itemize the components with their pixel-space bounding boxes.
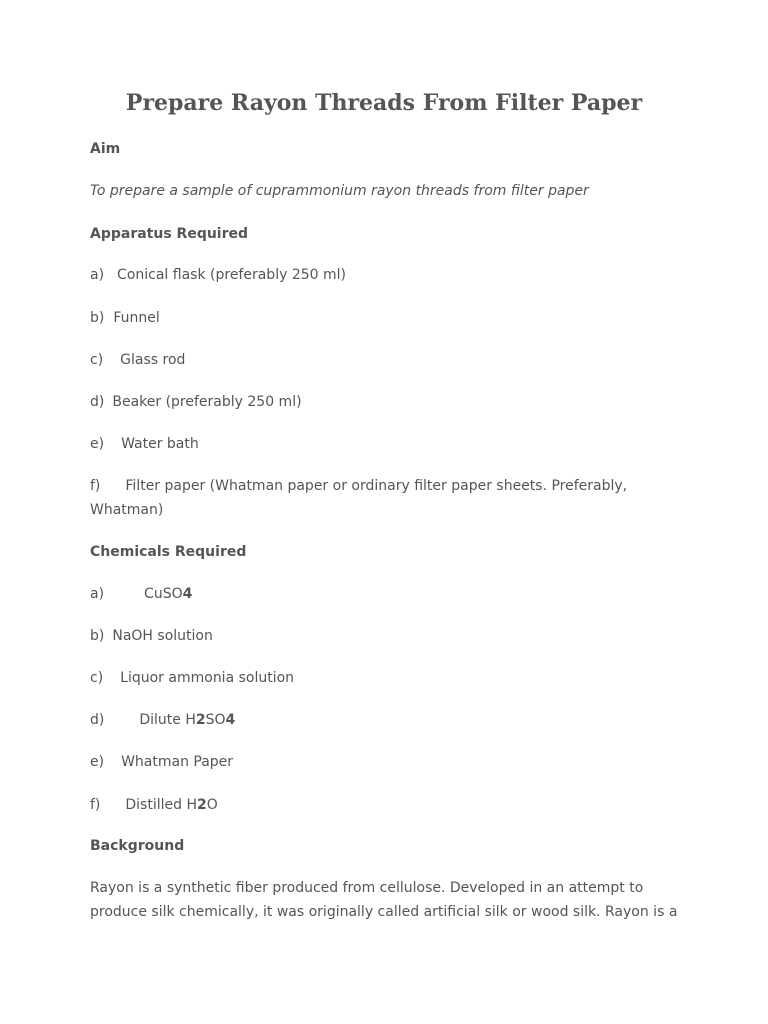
apparatus-item-text: Glass rod <box>120 352 186 368</box>
list-marker: f) <box>90 797 101 813</box>
chemical-item <box>90 582 680 606</box>
chemical-formula-text: SO <box>205 712 226 728</box>
list-marker: c) <box>90 352 104 368</box>
list-marker: d) <box>90 712 105 728</box>
chemical-formula-text: CuSO <box>144 586 183 602</box>
list-marker: e) <box>90 754 105 770</box>
apparatus-heading: Apparatus Required <box>90 226 249 242</box>
list-marker: a) <box>90 586 105 602</box>
apparatus-item <box>90 390 680 414</box>
chemical-item-text: Liquor ammonia solution <box>120 670 295 686</box>
apparatus-item-text: Beaker (preferably 250 ml) <box>112 394 302 410</box>
page-title: Prepare Rayon Threads From Filter Paper <box>125 90 643 116</box>
chemical-item <box>90 666 680 690</box>
chemical-item <box>90 624 680 648</box>
list-marker: a) <box>90 267 105 283</box>
background-paragraph: Rayon is a synthetic fiber produced from cellulose. Developed in an attempt to produce silk chemically, it was originally called artificial silk or wood silk. Rayon is a <box>90 880 678 920</box>
chemical-subscript: 4 <box>182 586 193 602</box>
chemical-subscript: 2 <box>195 712 206 728</box>
list-marker: d) <box>90 394 105 410</box>
chemical-subscript: 2 <box>197 797 207 813</box>
chemical-formula-text: Distilled H <box>125 797 197 813</box>
chemical-item <box>90 708 680 732</box>
aim-text: To prepare a sample of cuprammonium rayon threads from filter paper <box>90 183 589 199</box>
chemicals-heading: Chemicals Required <box>90 544 247 560</box>
apparatus-item <box>90 432 680 456</box>
apparatus-item <box>90 306 680 330</box>
list-marker: c) <box>90 670 104 686</box>
chemical-item-text: NaOH solution <box>112 628 213 644</box>
list-marker: b) <box>90 310 105 326</box>
list-marker: b) <box>90 628 105 644</box>
chemical-subscript: 4 <box>225 712 236 728</box>
apparatus-item-text: Funnel <box>113 310 160 326</box>
aim-heading: Aim <box>90 141 121 157</box>
chemical-formula-text: Dilute H <box>139 712 196 728</box>
apparatus-item-text: Conical flask (preferably 250 ml) <box>117 267 346 283</box>
background-heading: Background <box>90 838 185 854</box>
apparatus-item-text: Water bath <box>121 436 199 452</box>
list-marker: e) <box>90 436 105 452</box>
chemical-formula-text: O <box>206 797 218 813</box>
chemical-item <box>90 793 680 817</box>
apparatus-item <box>90 474 680 522</box>
chemical-item-text: Whatman Paper <box>121 754 234 770</box>
apparatus-item <box>90 348 680 372</box>
list-marker: f) <box>90 478 101 494</box>
apparatus-item-text: Filter paper (Whatman paper or ordinary filter paper sheets. Preferably, Whatman) <box>90 478 628 518</box>
chemical-item <box>90 750 680 774</box>
apparatus-item <box>90 263 680 287</box>
